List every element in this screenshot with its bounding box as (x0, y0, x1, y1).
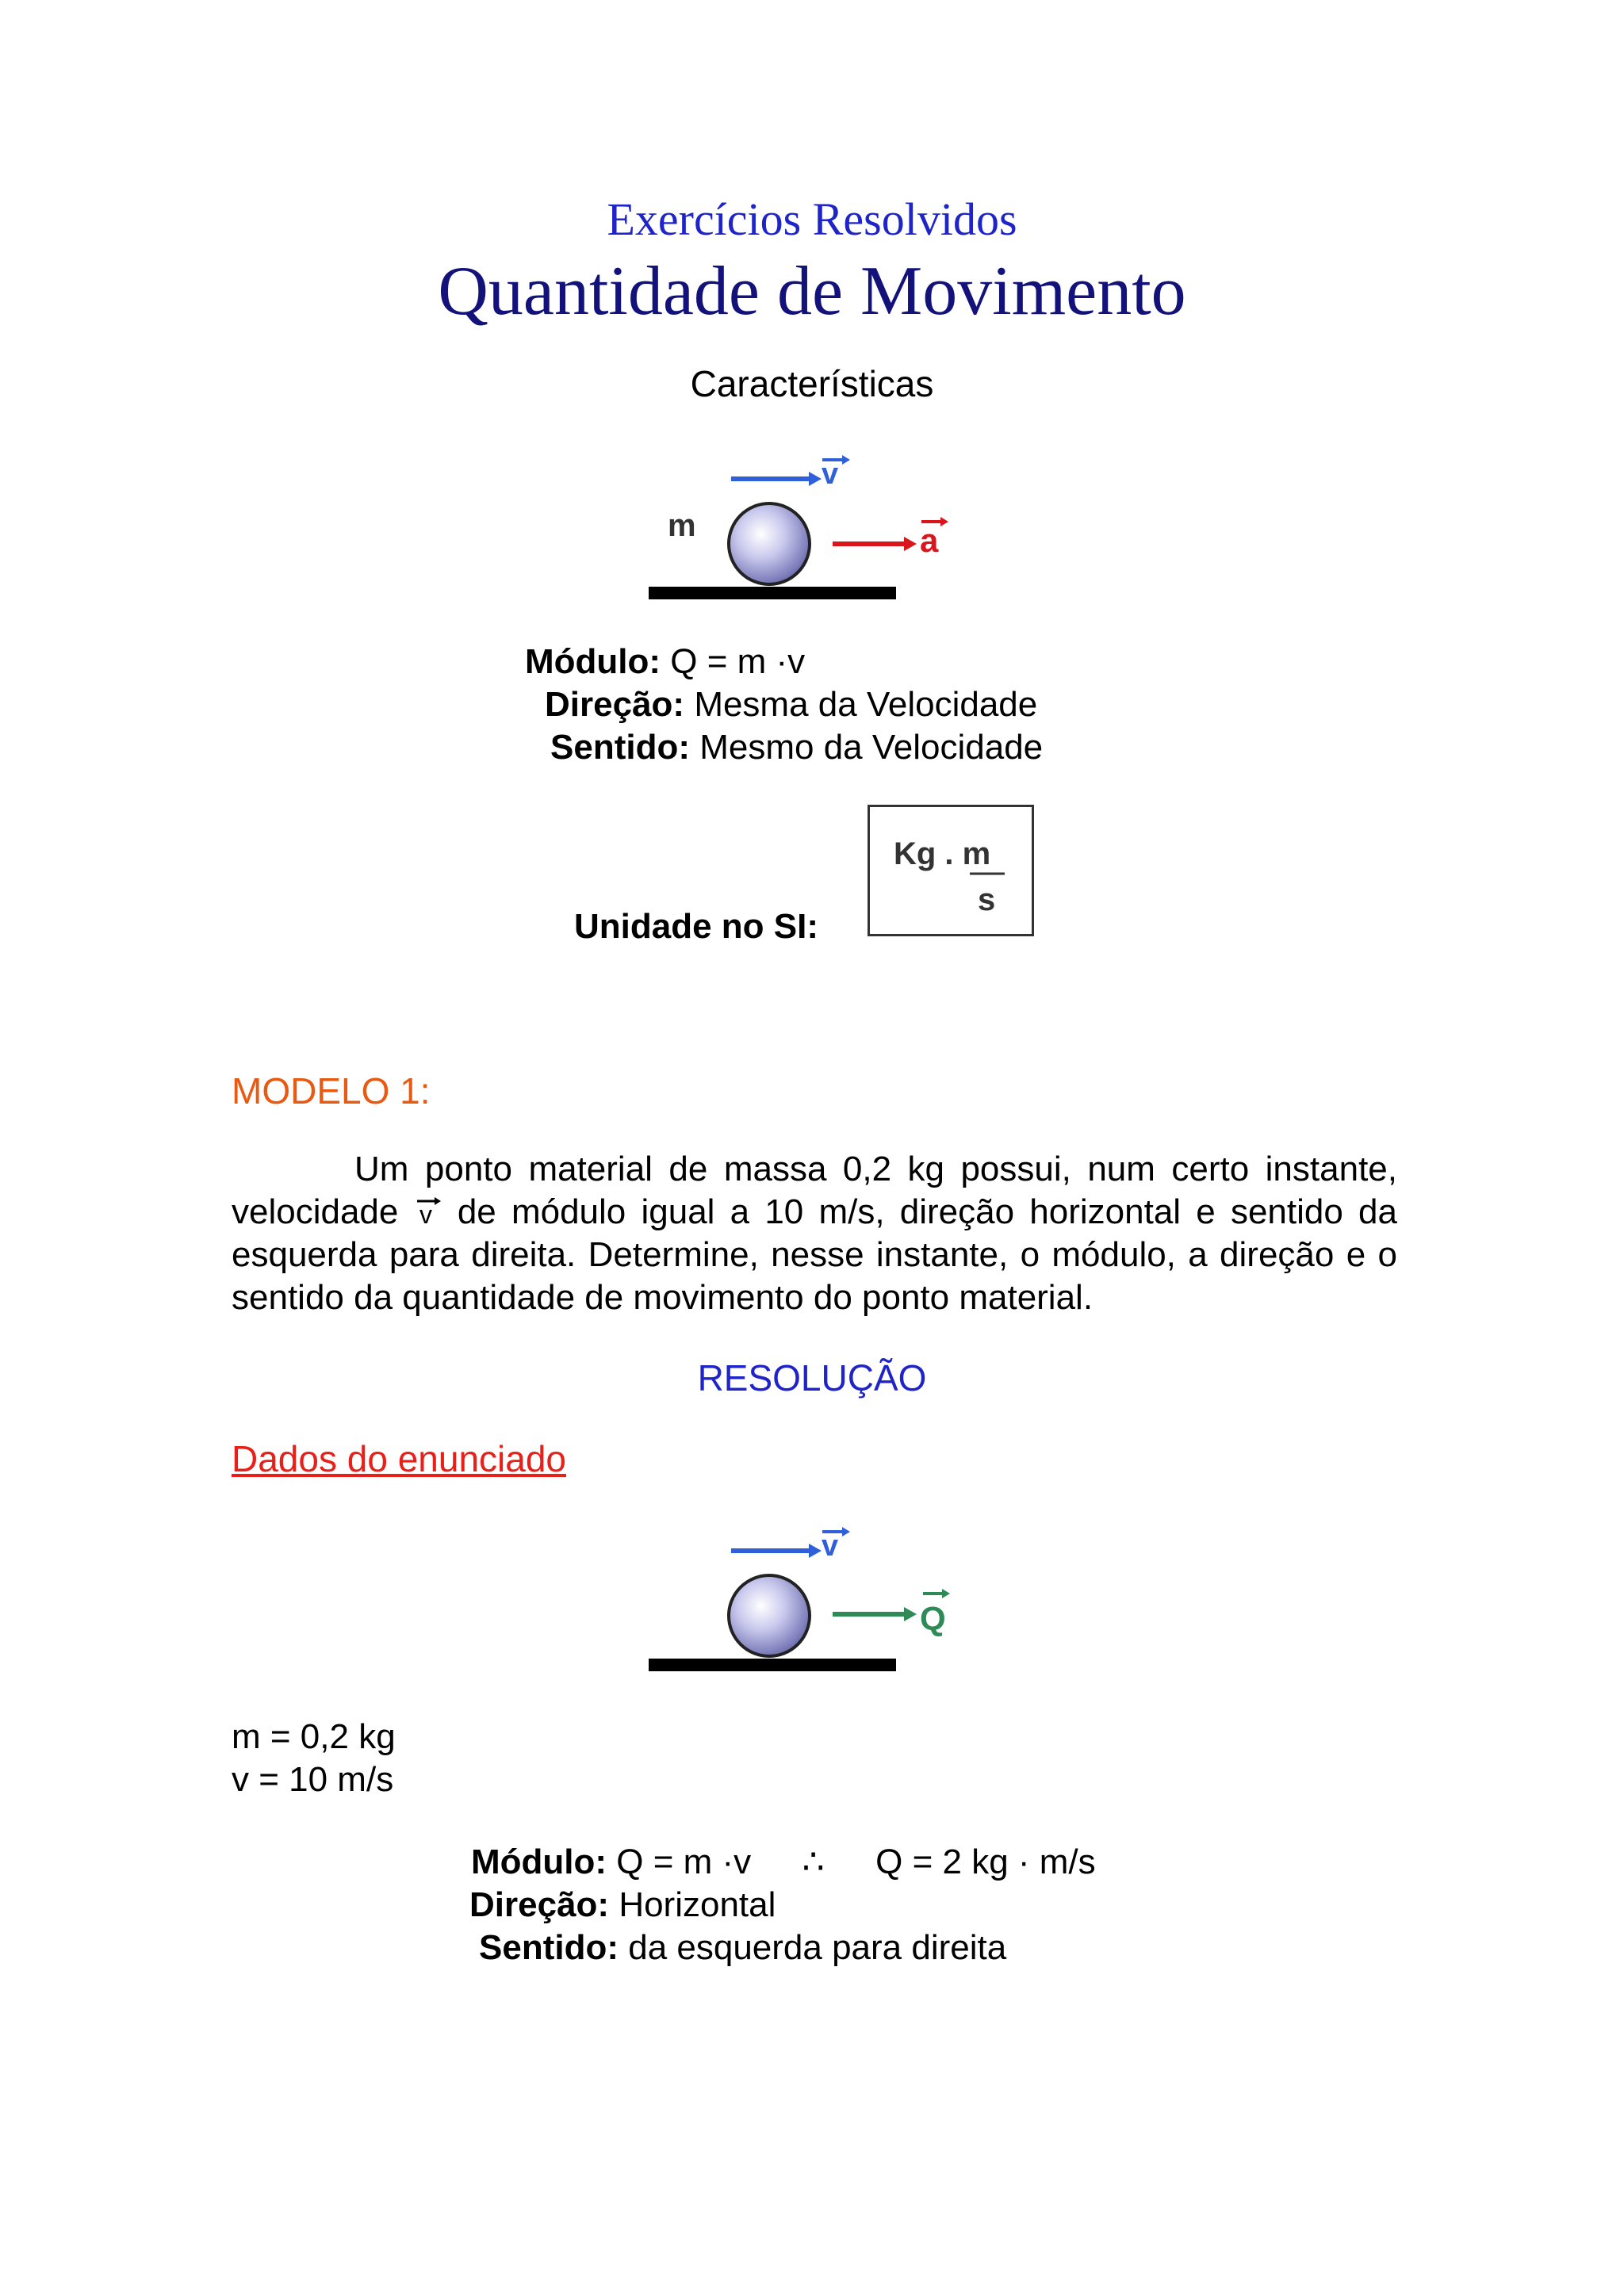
result-sentido-label: Sentido: (479, 1928, 619, 1967)
subtitle: Exercícios Resolvidos (607, 193, 1017, 245)
direcao-line (545, 683, 1037, 726)
inline-vector-label: v (419, 1200, 432, 1226)
problem-part1: Um ponto material de massa 0,2 kg possui, num certo instante, velocidade (232, 1150, 1397, 1231)
inline-velocity-vector (414, 1191, 442, 1234)
result-modulo-label: Módulo: (471, 1843, 607, 1881)
direcao-label: Direção: (545, 685, 685, 724)
ball-2 (729, 1575, 810, 1656)
velocity-label-2: v (822, 1529, 839, 1563)
page-title: Quantidade de Movimento (438, 253, 1186, 330)
given-mass: m = 0,2 kg (232, 1717, 396, 1756)
ground-line-2 (649, 1659, 896, 1671)
result-direcao-label: Direção: (469, 1885, 610, 1924)
modulo-label: Módulo: (525, 642, 661, 681)
acceleration-label: a (920, 522, 939, 559)
sentido-value: Mesmo da Velocidade (699, 728, 1044, 767)
unit-denominator: s (978, 882, 996, 917)
unidade-label: Unidade no SI: (574, 907, 818, 946)
figure-ball-velocity-acceleration (642, 450, 991, 601)
dados-heading: Dados do enunciado (232, 1438, 566, 1479)
unidade-line (574, 905, 818, 948)
direcao-value: Mesma da Velocidade (694, 685, 1038, 724)
ball (729, 503, 810, 584)
section-heading: Características (690, 363, 934, 404)
momentum-label: Q (920, 1600, 946, 1637)
problem-part2: de módulo igual a 10 m/s, direção horizontal e sentido da esquerda para direita. Determine, nesse instante, o módulo, a direção e o sentido da quantidade de movimento do ponto material. (232, 1192, 1397, 1317)
figure-ball-velocity-momentum (642, 1522, 991, 1673)
model-heading: MODELO 1: (232, 1070, 431, 1112)
unit-numerator: Kg . m (894, 836, 991, 871)
result-modulo-line (471, 1841, 1096, 1884)
sentido-line (550, 726, 1043, 769)
unit-box (868, 805, 1034, 936)
sentido-label: Sentido: (550, 728, 690, 767)
result-modulo-formula: Q = m ·v (616, 1843, 752, 1881)
mass-label: m (668, 508, 696, 543)
resolution-heading: RESOLUÇÃO (697, 1357, 927, 1399)
modulo-value: Q = m ·v (670, 642, 806, 681)
modulo-line (525, 641, 805, 683)
result-direcao-line (469, 1884, 776, 1927)
problem-statement (232, 1148, 1397, 1319)
result-sentido-value: da esquerda para direita (628, 1928, 1007, 1967)
velocity-label: v (822, 457, 839, 491)
result-value: Q = 2 kg · m/s (875, 1843, 1096, 1881)
result-sentido-line (479, 1927, 1006, 1969)
ground-line (649, 587, 896, 599)
given-velocity: v = 10 m/s (232, 1760, 394, 1799)
result-direcao-value: Horizontal (619, 1885, 776, 1924)
therefore-symbol: ∴ (802, 1843, 825, 1881)
